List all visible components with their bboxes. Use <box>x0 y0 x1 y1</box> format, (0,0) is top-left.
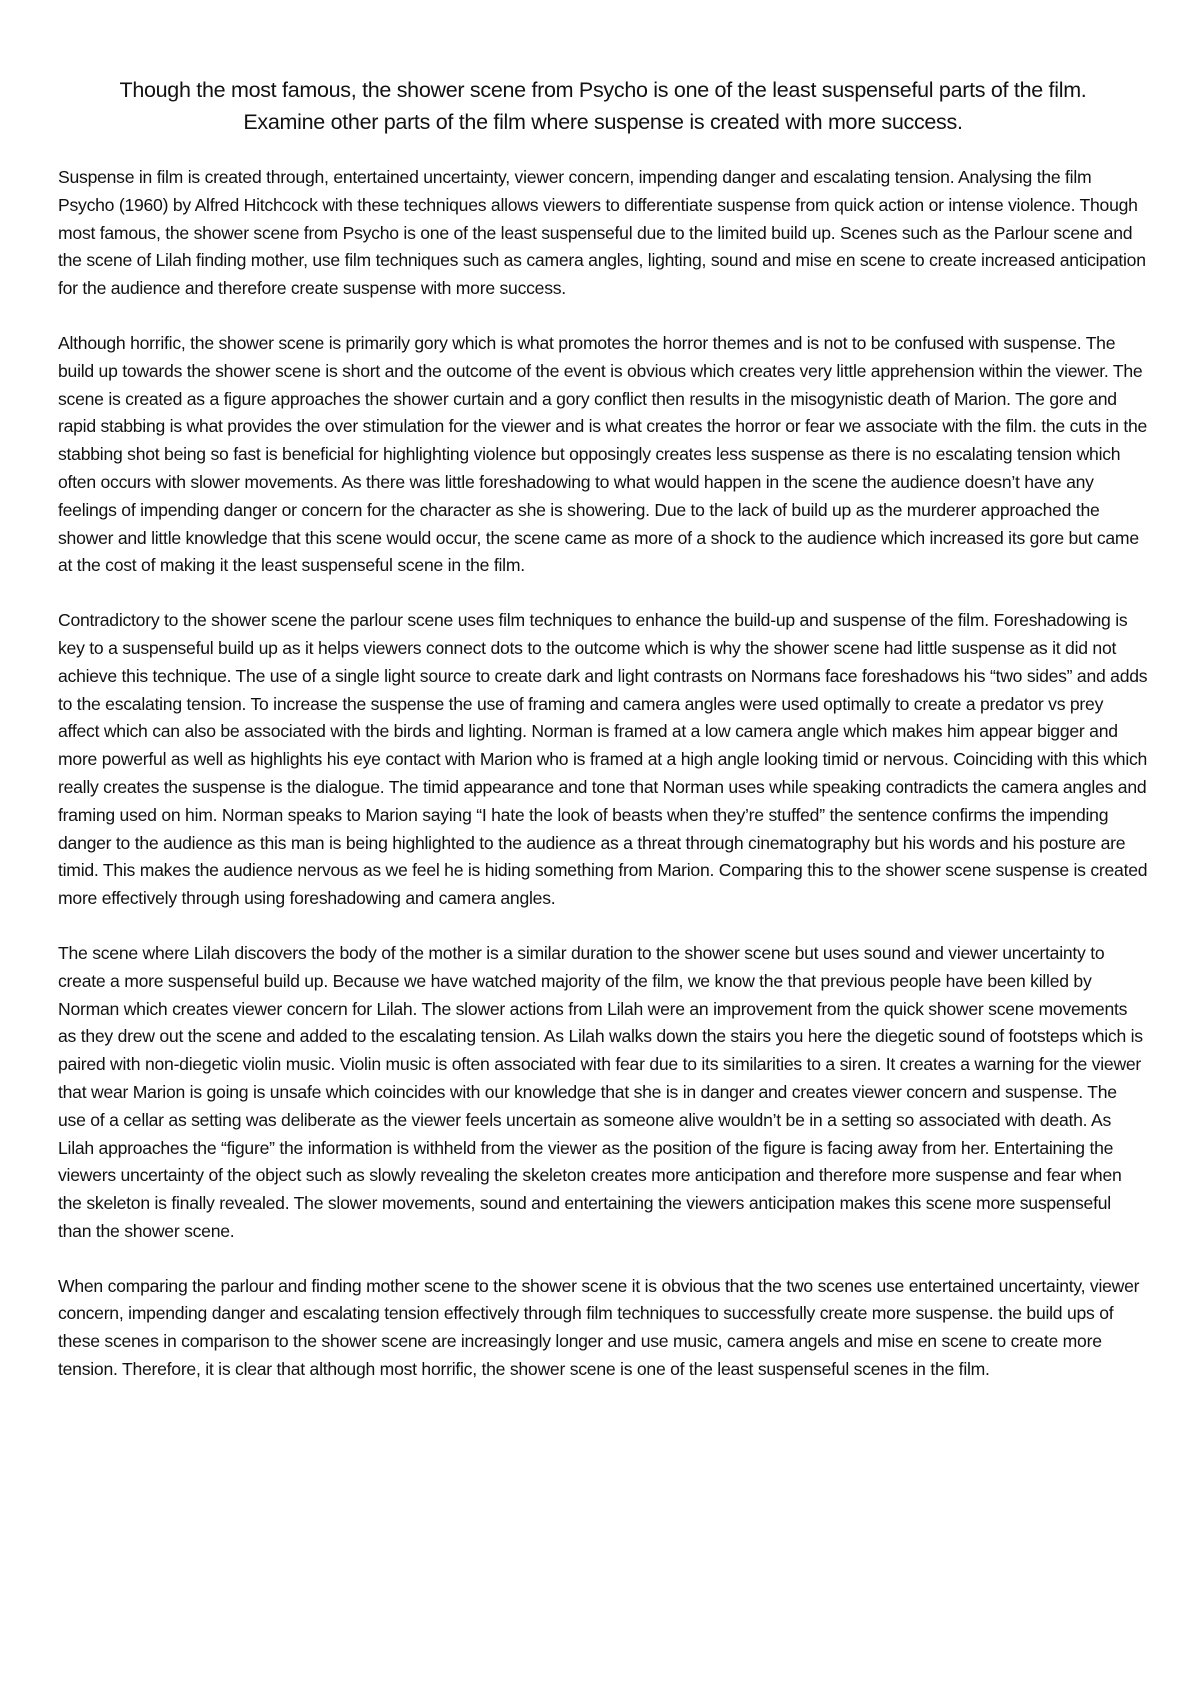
essay-title <box>58 74 1148 138</box>
essay-title-line-1: Though the most famous, the shower scene from Psycho is one of the least suspenseful parts of the film. <box>119 78 1087 102</box>
paragraph-lilah-scene: The scene where Lilah discovers the body of the mother is a similar duration to the shower scene but uses sound and viewer uncertainty to create a more suspenseful build up. Because we have watched majority of the film, we know the that previous people have been killed by Norman which creates viewer concern for Lilah. The slower actions from Lilah were an improvement from the quick shower scene movements as they drew out the scene and added to the escalating tension. As Lilah walks down the stairs you here the diegetic sound of footsteps which is paired with non-diegetic violin music. Violin music is often associated with fear due to its similarities to a siren. It creates a warning for the viewer that wear Marion is going is unsafe which coincides with our knowledge that she is in danger and creates viewer concern and suspense. The use of a cellar as setting was deliberate as the viewer feels uncertain as someone alive wouldn’t be in a setting so associated with death. As Lilah approaches the “figure” the information is withheld from the viewer as the position of the figure is facing away from her. Entertaining the viewers uncertainty of the object such as slowly revealing the skeleton creates more anticipation and therefore more suspense and fear when the skeleton is finally revealed. The slower movements, sound and entertaining the viewers anticipation makes this scene more suspenseful than the shower scene. <box>58 942 1143 1241</box>
paragraph-parlour-scene: Contradictory to the shower scene the parlour scene uses film techniques to enhance the build-up and suspense of the film. Foreshadowing is key to a suspenseful build up as it helps viewers connect dots to the outcome which is why the shower scene had little suspense as it did not achieve this technique. The use of a single light source to create dark and light contrasts on Normans face foreshadows his “two sides” and adds to the escalating tension. To increase the suspense the use of framing and camera angles were used optimally to create a predator vs prey affect which can also be associated with the birds and lighting. Norman is framed at a low camera angle which makes him appear bigger and more powerful as well as highlights his eye contact with Marion who is framed at a high angle looking timid or nervous. Coinciding with this which really creates the suspense is the dialogue. The timid appearance and tone that Norman uses while speaking contradicts the camera angles and framing used on him. Norman speaks to Marion saying “I hate the look of beasts when they’re stuffed” the sentence confirms the impending danger to the audience as this man is being highlighted to the audience as a threat through cinematography but his words and his posture are timid. This makes the audience nervous as we feel he is hiding something from Marion. Comparing this to the shower scene suspense is created more effectively through using foreshadowing and camera angles. <box>58 610 1148 909</box>
essay-page <box>58 74 1148 1411</box>
essay-title-line-2: Examine other parts of the film where suspense is created with more success. <box>243 110 963 134</box>
paragraph-conclusion: When comparing the parlour and finding mother scene to the shower scene it is obvious that the two scenes use entertained uncertainty, viewer concern, impending danger and escalating tension effectively through film techniques to successfully create more suspense. the build ups of these scenes in comparison to the shower scene are increasingly longer and use music, camera angels and mise en scene to create more tension. Therefore, it is clear that although most horrific, the shower scene is one of the least suspenseful scenes in the film. <box>58 1275 1140 1380</box>
paragraph-shower-scene: Although horrific, the shower scene is primarily gory which is what promotes the horror themes and is not to be confused with suspense. The build up towards the shower scene is short and the outcome of the event is obvious which creates very little apprehension within the viewer. The scene is created as a figure approaches the shower curtain and a gory conflict then results in the misogynistic death of Marion. The gore and rapid stabbing is what provides the over stimulation for the viewer and is what creates the horror or fear we associate with the film. the cuts in the stabbing shot being so fast is beneficial for highlighting violence but opposingly creates less suspense as there is no escalating tension which often occurs with slower movements. As there was little foreshadowing to what would happen in the scene the audience doesn’t have any feelings of impending danger or concern for the character as she is showering. Due to the lack of build up as the murderer approached the shower and little knowledge that this scene would occur, the scene came as more of a shock to the audience which increased its gore but came at the cost of making it the least suspenseful scene in the film. <box>58 332 1148 576</box>
paragraph-introduction: Suspense in film is created through, entertained uncertainty, viewer concern, impending danger and escalating tension. Analysing the film Psycho (1960) by Alfred Hitchcock with these techniques allows viewers to differentiate suspense from quick action or intense violence. Though most famous, the shower scene from Psycho is one of the least suspenseful due to the limited build up. Scenes such as the Parlour scene and the scene of Lilah finding mother, use film techniques such as camera angles, lighting, sound and mise en scene to create increased anticipation for the audience and therefore create suspense with more success. <box>58 167 1146 299</box>
